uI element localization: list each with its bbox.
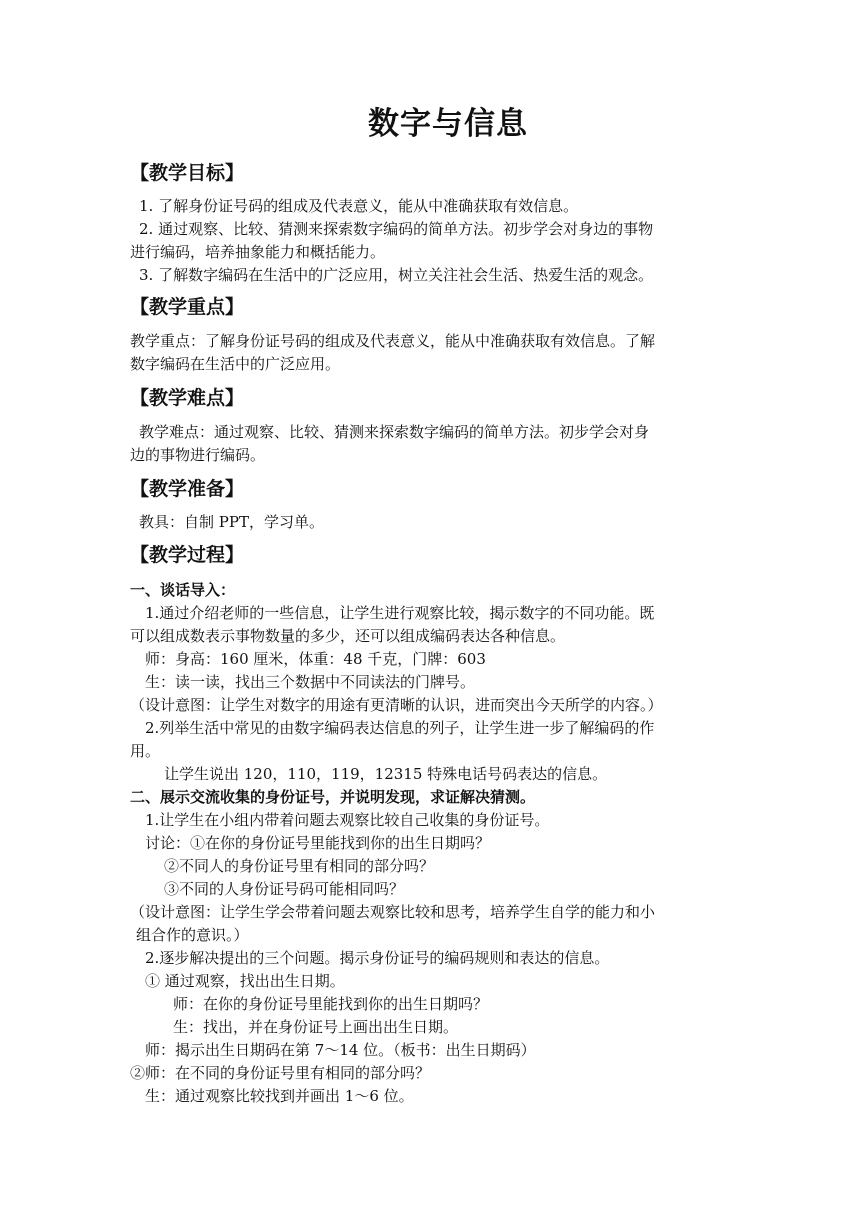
preparation-line: 教具：自制 PPT，学习单。	[139, 513, 324, 531]
process-line: 讨论：①在你的身份证号里能找到你的出生日期吗？	[145, 834, 491, 852]
heading-difficulties: 【教学难点】	[130, 387, 245, 409]
heading-preparation: 【教学准备】	[130, 478, 245, 500]
process-line: 生：找出，并在身份证号上画出出生日期。	[173, 1018, 459, 1036]
process-line: 让学生说出 120，110，119，12315 特殊电话号码表达的信息。	[164, 765, 608, 783]
heading-process: 【教学过程】	[130, 544, 245, 566]
process-line: 1.让学生在小组内带着问题去观察比较自己收集的身份证号。	[145, 811, 550, 829]
process-subheading: 一、谈话导入：	[130, 581, 236, 599]
objectives-line: 1. 了解身份证号码的组成及代表意义，能从中准确获取有效信息。	[139, 197, 579, 215]
objectives-line: 3. 了解数字编码在生活中的广泛应用，树立关注社会生活、热爱生活的观念。	[139, 266, 654, 284]
process-line: 组合作的意识。）	[136, 926, 249, 944]
document-title: 数字与信息	[368, 106, 528, 142]
process-line: 1.通过介绍老师的一些信息，让学生进行观察比较，揭示数字的不同功能。既	[145, 604, 655, 622]
process-line: ②不同人的身份证号里有相同的部分吗？	[164, 857, 435, 875]
process-line: （设计意图：让学生学会带着问题去观察比较和思考，培养学生自学的能力和小	[130, 903, 656, 921]
process-line: （设计意图：让学生对数字的用途有更清晰的认识，进而突出今天所学的内容。）	[130, 696, 663, 714]
process-line: ① 通过观察，找出出生日期。	[145, 972, 345, 990]
process-line: ③不同的人身份证号码可能相同吗？	[164, 880, 405, 898]
process-line: 用。	[130, 742, 161, 760]
key-points-line: 数字编码在生活中的广泛应用。	[130, 355, 341, 373]
process-line: 师：在你的身份证号里能找到你的出生日期吗？	[173, 995, 489, 1013]
process-line: 生：通过观察比较找到并画出 1～6 位。	[145, 1087, 414, 1105]
objectives-line: 进行编码，培养抽象能力和概括能力。	[130, 243, 386, 261]
difficulties-line: 边的事物进行编码。	[130, 446, 266, 464]
process-line: 2.列举生活中常见的由数字编码表达信息的列子，让学生进一步了解编码的作	[145, 719, 655, 737]
process-line: ②师：在不同的身份证号里有相同的部分吗？	[130, 1064, 431, 1082]
process-line: 2.逐步解决提出的三个问题。揭示身份证号的编码规则和表达的信息。	[145, 949, 610, 967]
process-line: 师：身高：160 厘米，体重：48 千克，门牌：603	[145, 650, 486, 668]
objectives-line: 2. 通过观察、比较、猜测来探索数字编码的简单方法。初步学会对身边的事物	[139, 220, 654, 238]
heading-key-points: 【教学重点】	[130, 296, 245, 318]
difficulties-line: 教学难点：通过观察、比较、猜测来探索数字编码的简单方法。初步学会对身	[139, 423, 650, 441]
process-line: 生：读一读，找出三个数据中不同读法的门牌号。	[145, 673, 476, 691]
key-points-line: 教学重点：了解身份证号码的组成及代表意义，能从中准确获取有效信息。了解	[130, 332, 656, 350]
process-line: 师：揭示出生日期码在第 7～14 位。（板书：出生日期码）	[145, 1041, 536, 1059]
process-line: 可以组成数表示事物数量的多少，还可以组成编码表达各种信息。	[130, 627, 566, 645]
heading-objectives: 【教学目标】	[130, 162, 245, 184]
process-subheading: 二、展示交流收集的身份证号，并说明发现，求证解决猜测。	[130, 788, 536, 806]
